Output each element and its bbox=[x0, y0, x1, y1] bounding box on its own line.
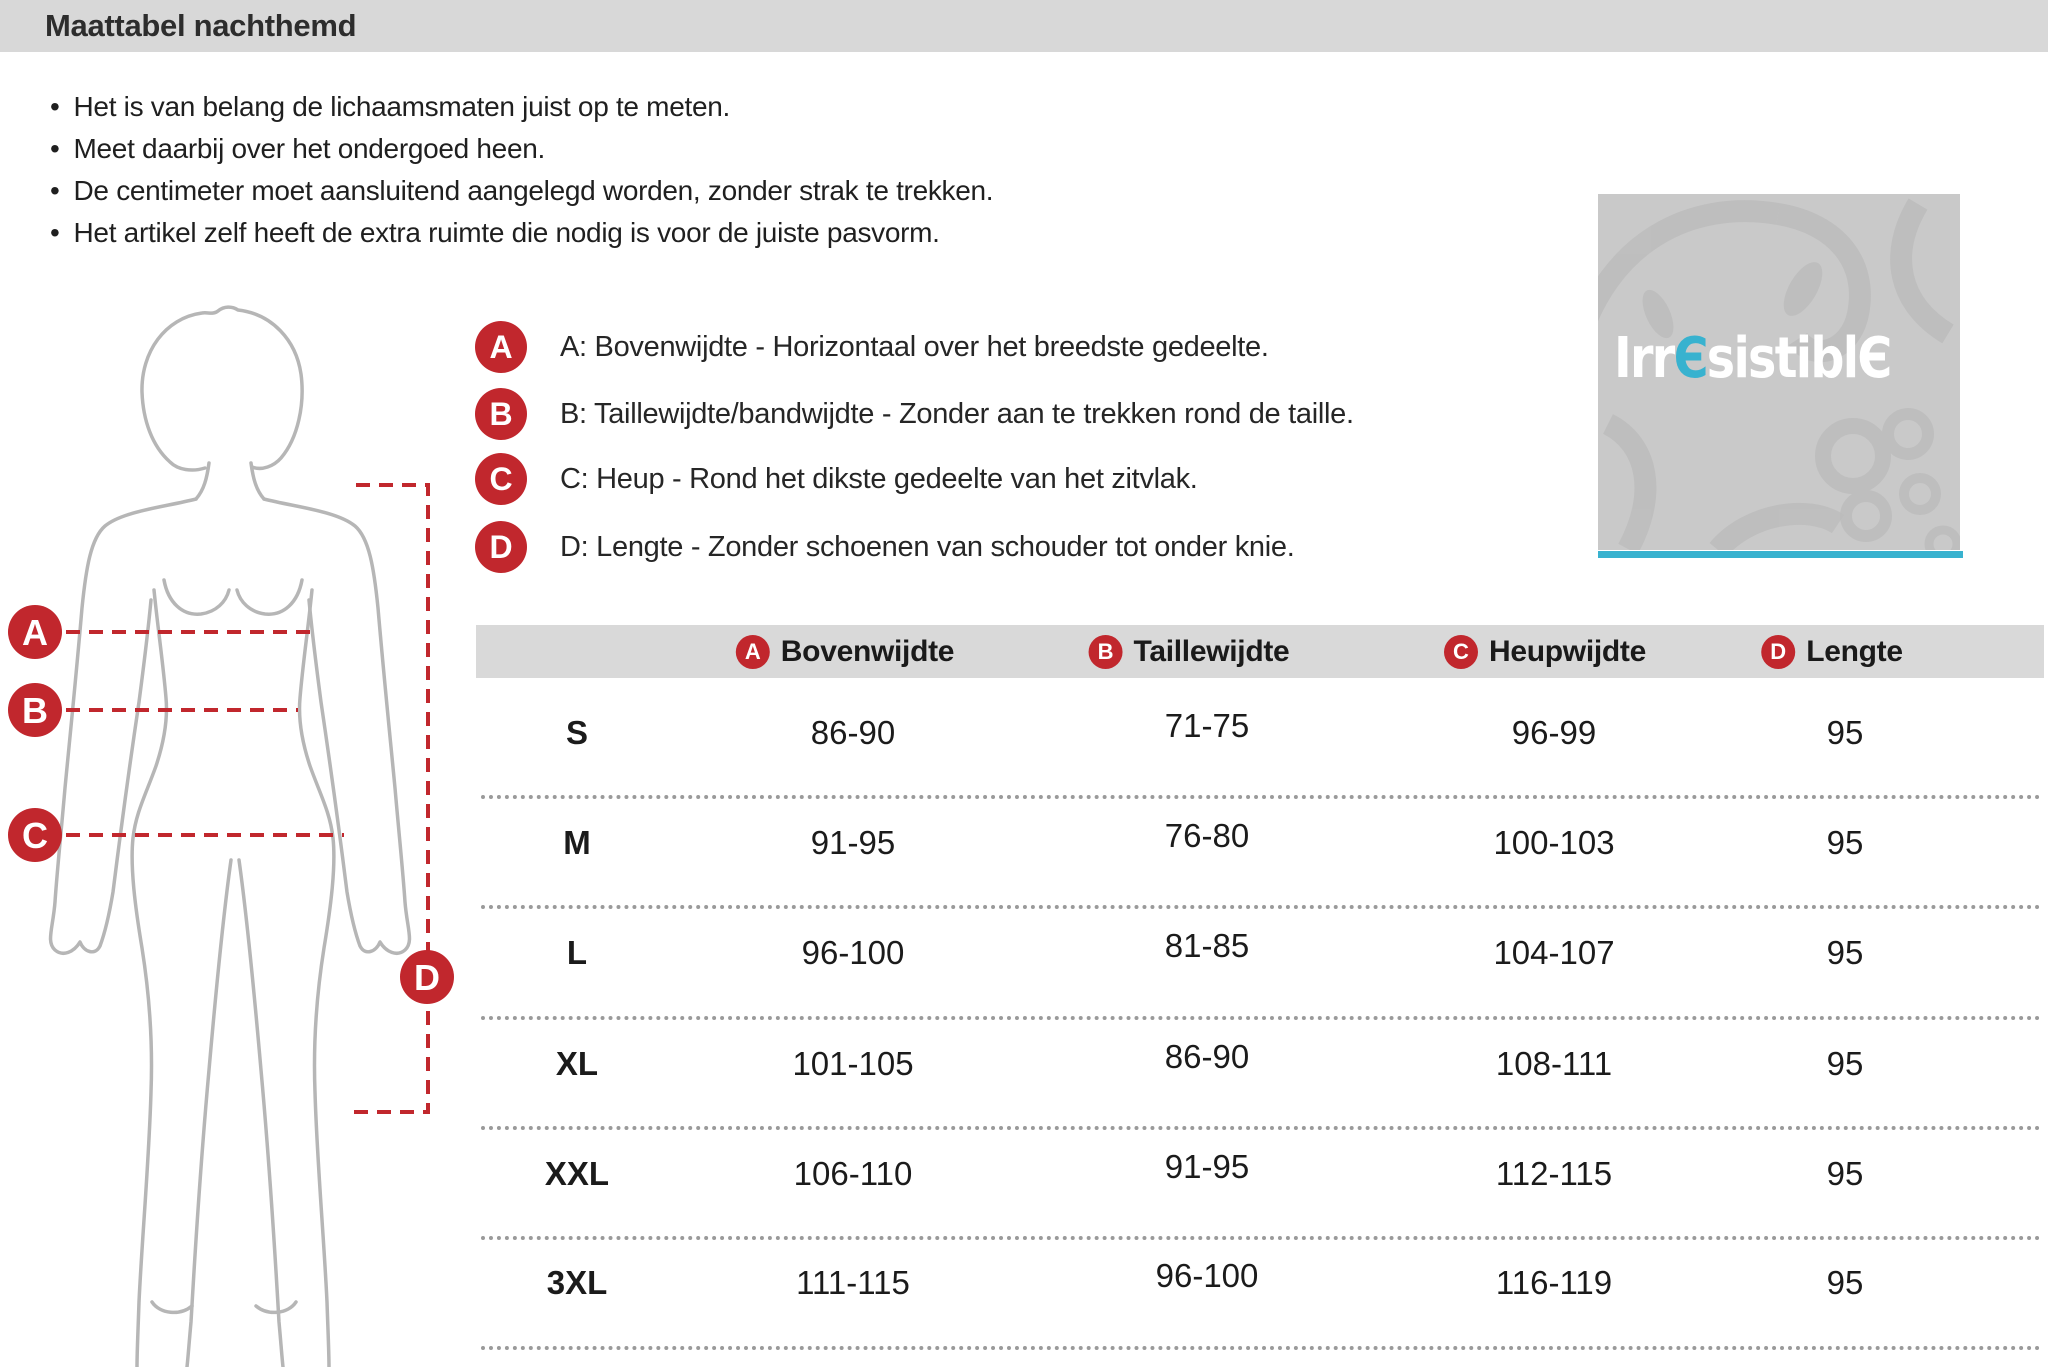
page-title: Maattabel nachthemd bbox=[45, 8, 357, 43]
table-row-s bbox=[476, 678, 2044, 788]
marker-a-letter: A bbox=[22, 612, 48, 653]
bust-cell: 96-100 bbox=[801, 934, 905, 971]
size-cell: L bbox=[566, 934, 588, 971]
table-row-m bbox=[476, 788, 2044, 898]
legend-c-badge: C bbox=[475, 453, 527, 505]
legend-item bbox=[475, 452, 1198, 506]
table-row-3xl bbox=[476, 1228, 2044, 1338]
column-b-badge: B bbox=[1089, 635, 1123, 669]
length-cell: 95 bbox=[1826, 1045, 1864, 1082]
brand-prefix: Irr bbox=[1614, 326, 1674, 391]
column-header-heupwijdte bbox=[1444, 635, 1646, 669]
size-cell: S bbox=[565, 714, 589, 751]
logo-accent-underline bbox=[1598, 551, 1963, 558]
marker-c-letter: C bbox=[22, 815, 48, 856]
instruction-item bbox=[50, 86, 993, 128]
legend-b-badge: B bbox=[475, 388, 527, 440]
table-row-xxl bbox=[476, 1119, 2044, 1229]
size-table-header bbox=[476, 625, 2044, 678]
column-a-badge: A bbox=[736, 635, 770, 669]
waist-cell: 71-75 bbox=[1164, 707, 1250, 744]
marker-d-letter: D bbox=[414, 957, 440, 998]
instruction-text: Het is van belang de lichaamsmaten juist op te meten. bbox=[73, 91, 730, 122]
bullet-icon: • bbox=[50, 175, 60, 206]
waist-cell: 76-80 bbox=[1164, 817, 1250, 854]
instruction-item bbox=[50, 128, 993, 170]
bust-cell: 106-110 bbox=[793, 1155, 913, 1192]
legend-b-text: B: Taillewijdte/bandwijdte - Zonder aan te trekken rond de taille. bbox=[560, 397, 1354, 430]
column-c-badge: C bbox=[1444, 635, 1478, 669]
instructions-list bbox=[50, 86, 993, 254]
legend-d-badge: D bbox=[475, 521, 527, 573]
hip-cell: 100-103 bbox=[1493, 824, 1615, 861]
hip-cell: 96-99 bbox=[1511, 714, 1597, 751]
length-line bbox=[346, 485, 428, 1112]
size-cell: XL bbox=[555, 1045, 599, 1082]
length-cell: 95 bbox=[1826, 1155, 1864, 1192]
brand-middle: sistibl bbox=[1706, 326, 1858, 391]
length-cell: 95 bbox=[1826, 934, 1864, 971]
waist-cell: 96-100 bbox=[1155, 1257, 1259, 1294]
size-cell: M bbox=[563, 824, 591, 861]
waist-cell: 81-85 bbox=[1164, 927, 1250, 964]
bust-cell: 101-105 bbox=[792, 1045, 914, 1082]
column-d-label: Lengte bbox=[1806, 634, 1903, 668]
size-cell: XXL bbox=[544, 1155, 610, 1192]
legend-item bbox=[475, 320, 1269, 374]
instruction-text: Meet daarbij over het ondergoed heen. bbox=[73, 133, 545, 164]
bust-cell: 86-90 bbox=[810, 714, 896, 751]
body-silhouette-diagram bbox=[0, 300, 460, 1367]
column-header-taillewijdte bbox=[1089, 635, 1290, 669]
hip-cell: 116-119 bbox=[1495, 1264, 1613, 1301]
table-row-l bbox=[476, 898, 2044, 1008]
column-b-label: Taillewijdte bbox=[1133, 634, 1290, 668]
legend-item bbox=[475, 387, 1354, 441]
marker-b-letter: B bbox=[22, 690, 48, 731]
figure-markers bbox=[8, 605, 454, 1004]
waist-cell: 91-95 bbox=[1164, 1148, 1250, 1185]
column-header-lengte bbox=[1761, 635, 1903, 669]
body-outline bbox=[51, 307, 410, 1367]
bullet-icon: • bbox=[50, 217, 60, 248]
instruction-item bbox=[50, 212, 993, 254]
brand-stylized-e-end: Є bbox=[1857, 326, 1891, 391]
row-separator bbox=[481, 1346, 2041, 1350]
legend-item bbox=[475, 520, 1294, 574]
title-bar bbox=[0, 0, 2048, 52]
hip-cell: 112-115 bbox=[1495, 1155, 1613, 1192]
legend-c-text: C: Heup - Rond het dikste gedeelte van het zitvlak. bbox=[560, 462, 1198, 495]
bust-cell: 91-95 bbox=[810, 824, 896, 861]
instruction-item bbox=[50, 170, 993, 212]
column-c-label: Heupwijdte bbox=[1488, 634, 1647, 668]
brand-wordmark bbox=[1614, 326, 1891, 391]
brand-stylized-e-accent: Є bbox=[1673, 326, 1707, 391]
waist-cell: 86-90 bbox=[1164, 1038, 1250, 1075]
length-cell: 95 bbox=[1826, 824, 1864, 861]
column-d-badge: D bbox=[1761, 635, 1795, 669]
legend-a-badge: A bbox=[475, 321, 527, 373]
legend-a-text: A: Bovenwijdte - Horizontaal over het breedste gedeelte. bbox=[560, 330, 1269, 363]
size-cell: 3XL bbox=[546, 1264, 608, 1301]
bullet-icon: • bbox=[50, 91, 60, 122]
bullet-icon: • bbox=[50, 133, 60, 164]
column-a-label: Bovenwijdte bbox=[780, 634, 955, 668]
length-cell: 95 bbox=[1826, 1264, 1864, 1301]
body-measurement-figure bbox=[0, 300, 460, 1367]
instruction-text: De centimeter moet aansluitend aangelegd worden, zonder strak te trekken. bbox=[73, 175, 994, 206]
instruction-text: Het artikel zelf heeft de extra ruimte die nodig is voor de juiste pasvorm. bbox=[73, 217, 940, 248]
column-header-bovenwijdte bbox=[736, 635, 954, 669]
hip-cell: 104-107 bbox=[1493, 934, 1615, 971]
bust-cell: 111-115 bbox=[796, 1264, 910, 1301]
table-row-xl bbox=[476, 1009, 2044, 1119]
legend-d-text: D: Lengte - Zonder schoenen van schouder tot onder knie. bbox=[560, 530, 1295, 563]
length-cell: 95 bbox=[1826, 714, 1864, 751]
hip-cell: 108-111 bbox=[1495, 1045, 1613, 1082]
brand-logo bbox=[1598, 194, 1960, 550]
